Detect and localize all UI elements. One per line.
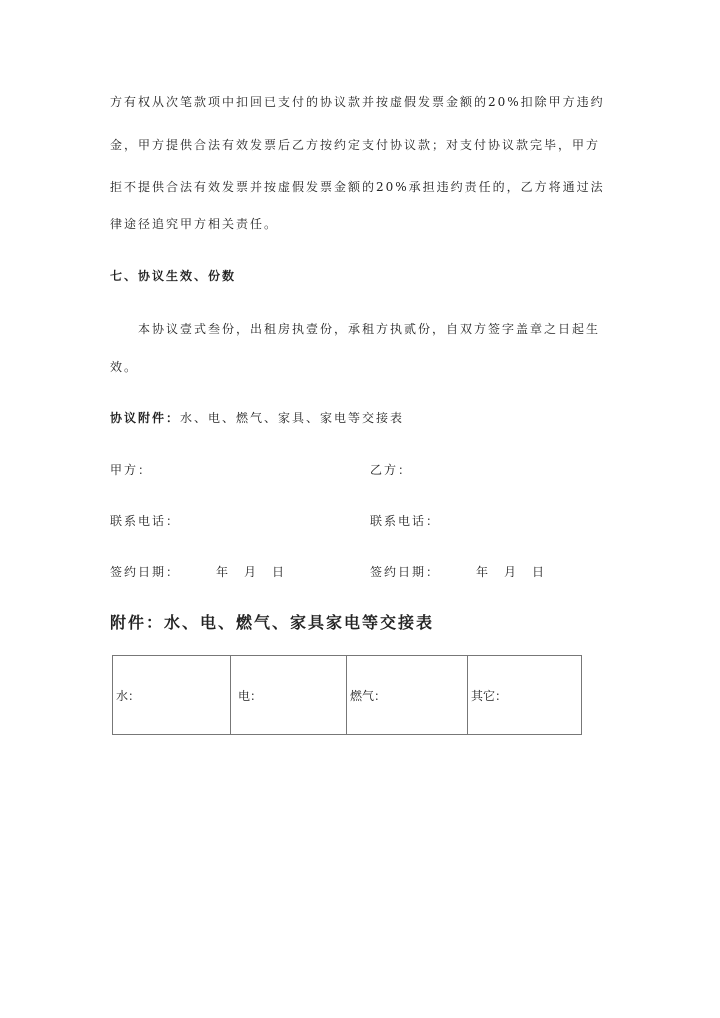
party-b-label: 乙方： [370,463,413,477]
appendix-title: 附件：水、电、燃气、家具家电等交接表 [110,613,435,632]
attachment-label: 协议附件： [110,411,181,425]
table-cell-water: 水： [113,656,231,735]
paragraph-line: 效。 [110,360,139,374]
date-b-label: 签约日期： 年 月 日 [370,565,547,579]
table-cell-gas: 燃气： [347,656,468,735]
table-cell-electricity: 电： [231,656,347,735]
section-heading: 七、协议生效、份数 [110,269,237,283]
paragraph-line: 方有权从次笔款项中扣回已支付的协议款并按虚假发票金额的20%扣除甲方违约 [110,95,605,109]
date-a-label: 签约日期： 年 月 日 [110,565,287,579]
phone-a-label: 联系电话： [110,514,181,528]
paragraph-line: 律途径追究甲方相关责任。 [110,217,279,231]
phone-b-label: 联系电话： [370,514,441,528]
table-cell-other: 其它： [468,656,582,735]
handover-table [112,655,582,735]
attachment-text: 水、电、燃气、家具、家电等交接表 [180,411,405,425]
paragraph-line: 金，甲方提供合法有效发票后乙方按约定支付协议款；对支付协议款完毕，甲方 [110,138,601,152]
paragraph-line: 本协议壹式叁份，出租房执壹份，承租方执贰份，自双方签字盖章之日起生 [138,322,601,336]
party-a-label: 甲方： [110,463,153,477]
attachment-line [110,408,404,428]
paragraph-line: 拒不提供合法有效发票并按虚假发票金额的20%承担违约责任的，乙方将通过法 [110,180,605,194]
